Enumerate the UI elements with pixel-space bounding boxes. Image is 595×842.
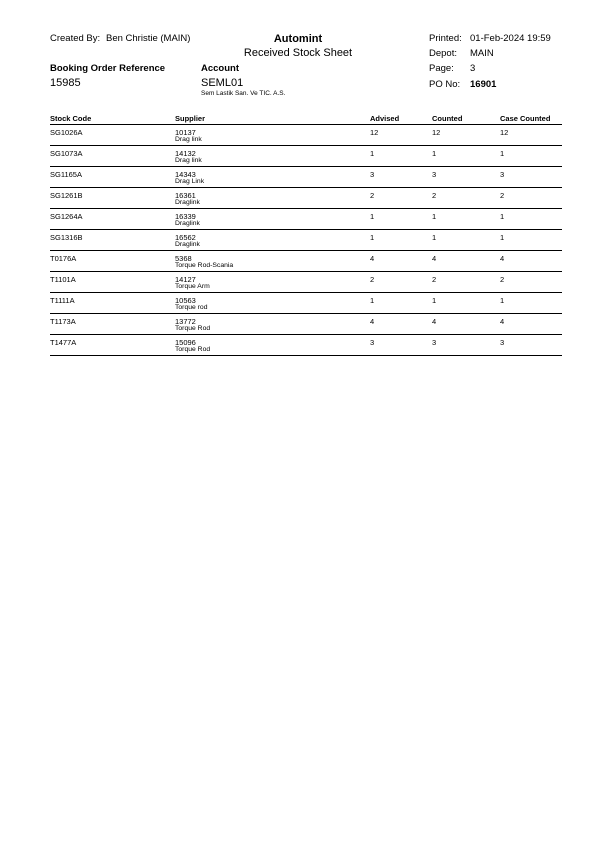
- case-counted-cell: 1: [500, 212, 505, 221]
- advised-cell: 12: [370, 128, 379, 137]
- advised-cell: 1: [370, 296, 375, 305]
- stock-code-cell: SG1165A: [50, 170, 82, 179]
- account-label: Account: [201, 63, 239, 74]
- counted-cell: 1: [432, 212, 437, 221]
- counted-cell: 2: [432, 191, 437, 200]
- description-cell: Torque rod: [175, 304, 208, 311]
- stock-code-cell: SG1261B: [50, 191, 83, 200]
- stock-code-cell: T1477A: [50, 338, 77, 347]
- table-header: [50, 114, 562, 125]
- counted-cell: 3: [432, 338, 437, 347]
- table-row: [50, 293, 562, 314]
- stock-code-cell: SG1073A: [50, 149, 83, 158]
- page-number: 3: [470, 63, 476, 74]
- advised-cell: 4: [370, 254, 375, 263]
- case-counted-cell: 1: [500, 233, 505, 242]
- created-by-value: Ben Christie (MAIN): [106, 33, 191, 44]
- supplier-code-cell: 10137: [175, 128, 196, 137]
- table-row: [50, 272, 562, 293]
- table-row: [50, 146, 562, 167]
- counted-cell: 1: [432, 149, 437, 158]
- booking-ref-value: 15985: [50, 77, 81, 89]
- po-number: 16901: [470, 79, 497, 90]
- stock-code-cell: T0176A: [50, 254, 77, 263]
- advised-cell: 4: [370, 317, 375, 326]
- advised-cell: 1: [370, 233, 375, 242]
- col-advised: Advised: [370, 114, 400, 123]
- description-cell: Drag link: [175, 136, 202, 143]
- stock-code-cell: T1173A: [50, 317, 76, 326]
- advised-cell: 1: [370, 212, 375, 221]
- table-row: [50, 188, 562, 209]
- supplier-code-cell: 15096: [175, 338, 196, 347]
- sheet-title: Received Stock Sheet: [243, 47, 353, 59]
- account-name: Sem Lastik San. Ve TIC. A.S.: [201, 90, 286, 97]
- case-counted-cell: 2: [500, 191, 505, 200]
- advised-cell: 2: [370, 275, 375, 284]
- case-counted-cell: 4: [500, 317, 505, 326]
- account-code: SEML01: [201, 77, 244, 89]
- case-counted-cell: 4: [500, 254, 505, 263]
- supplier-code-cell: 14127: [175, 275, 196, 284]
- advised-cell: 2: [370, 191, 375, 200]
- supplier-code-cell: 10563: [175, 296, 196, 305]
- table-row: [50, 125, 562, 146]
- company-name: Automint: [273, 33, 323, 45]
- table-body: [50, 125, 562, 356]
- printed-value: 01-Feb-2024 19:59: [470, 33, 551, 44]
- col-supplier: Supplier: [175, 114, 206, 123]
- col-counted: Counted: [432, 114, 463, 123]
- stock-code-cell: T1101A: [50, 275, 76, 284]
- case-counted-cell: 12: [500, 128, 509, 137]
- description-cell: Torque Rod: [175, 346, 211, 353]
- stock-code-cell: SG1026A: [50, 128, 83, 137]
- description-cell: Torque Rod-Scania: [175, 262, 234, 269]
- supplier-code-cell: 14132: [175, 149, 196, 158]
- counted-cell: 4: [432, 317, 437, 326]
- table-row: [50, 251, 562, 272]
- supplier-code-cell: 5368: [175, 254, 192, 263]
- table-row: [50, 335, 562, 356]
- stock-code-cell: T1111A: [50, 296, 75, 305]
- advised-cell: 3: [370, 338, 375, 347]
- supplier-code-cell: 14343: [175, 170, 196, 179]
- counted-cell: 2: [432, 275, 437, 284]
- stock-code-cell: SG1316B: [50, 233, 83, 242]
- po-label: PO No:: [429, 79, 461, 90]
- stock-code-cell: SG1264A: [50, 212, 83, 221]
- advised-cell: 1: [370, 149, 375, 158]
- description-cell: Draglink: [175, 241, 200, 248]
- advised-cell: 3: [370, 170, 375, 179]
- counted-cell: 1: [432, 296, 437, 305]
- table-row: [50, 167, 562, 188]
- case-counted-cell: 3: [500, 170, 505, 179]
- page-label: Page:: [429, 63, 454, 74]
- depot-label: Depot:: [429, 48, 457, 59]
- case-counted-cell: 1: [500, 149, 505, 158]
- case-counted-cell: 2: [500, 275, 505, 284]
- description-cell: Torque Rod: [175, 325, 211, 332]
- counted-cell: 12: [432, 128, 441, 137]
- created-by-label: Created By:: [50, 33, 101, 44]
- counted-cell: 3: [432, 170, 437, 179]
- table-row: [50, 230, 562, 251]
- booking-ref-label: Booking Order Reference: [50, 63, 166, 74]
- case-counted-cell: 1: [500, 296, 505, 305]
- description-cell: Drag Link: [175, 178, 205, 185]
- table-row: [50, 314, 562, 335]
- description-cell: Draglink: [175, 220, 200, 227]
- counted-cell: 4: [432, 254, 437, 263]
- table-row: [50, 209, 562, 230]
- description-cell: Torque Arm: [175, 283, 210, 290]
- depot-value: MAIN: [470, 48, 494, 59]
- supplier-code-cell: 16562: [175, 233, 196, 242]
- printed-label: Printed:: [429, 33, 462, 44]
- description-cell: Drag link: [175, 157, 202, 164]
- supplier-code-cell: 13772: [175, 317, 196, 326]
- supplier-code-cell: 16361: [175, 191, 196, 200]
- supplier-code-cell: 16339: [175, 212, 196, 221]
- col-stock-code: Stock Code: [50, 114, 92, 123]
- description-cell: Draglink: [175, 199, 200, 206]
- counted-cell: 1: [432, 233, 437, 242]
- stock-table: [50, 114, 562, 356]
- case-counted-cell: 3: [500, 338, 505, 347]
- col-case-counted: Case Counted: [500, 114, 551, 123]
